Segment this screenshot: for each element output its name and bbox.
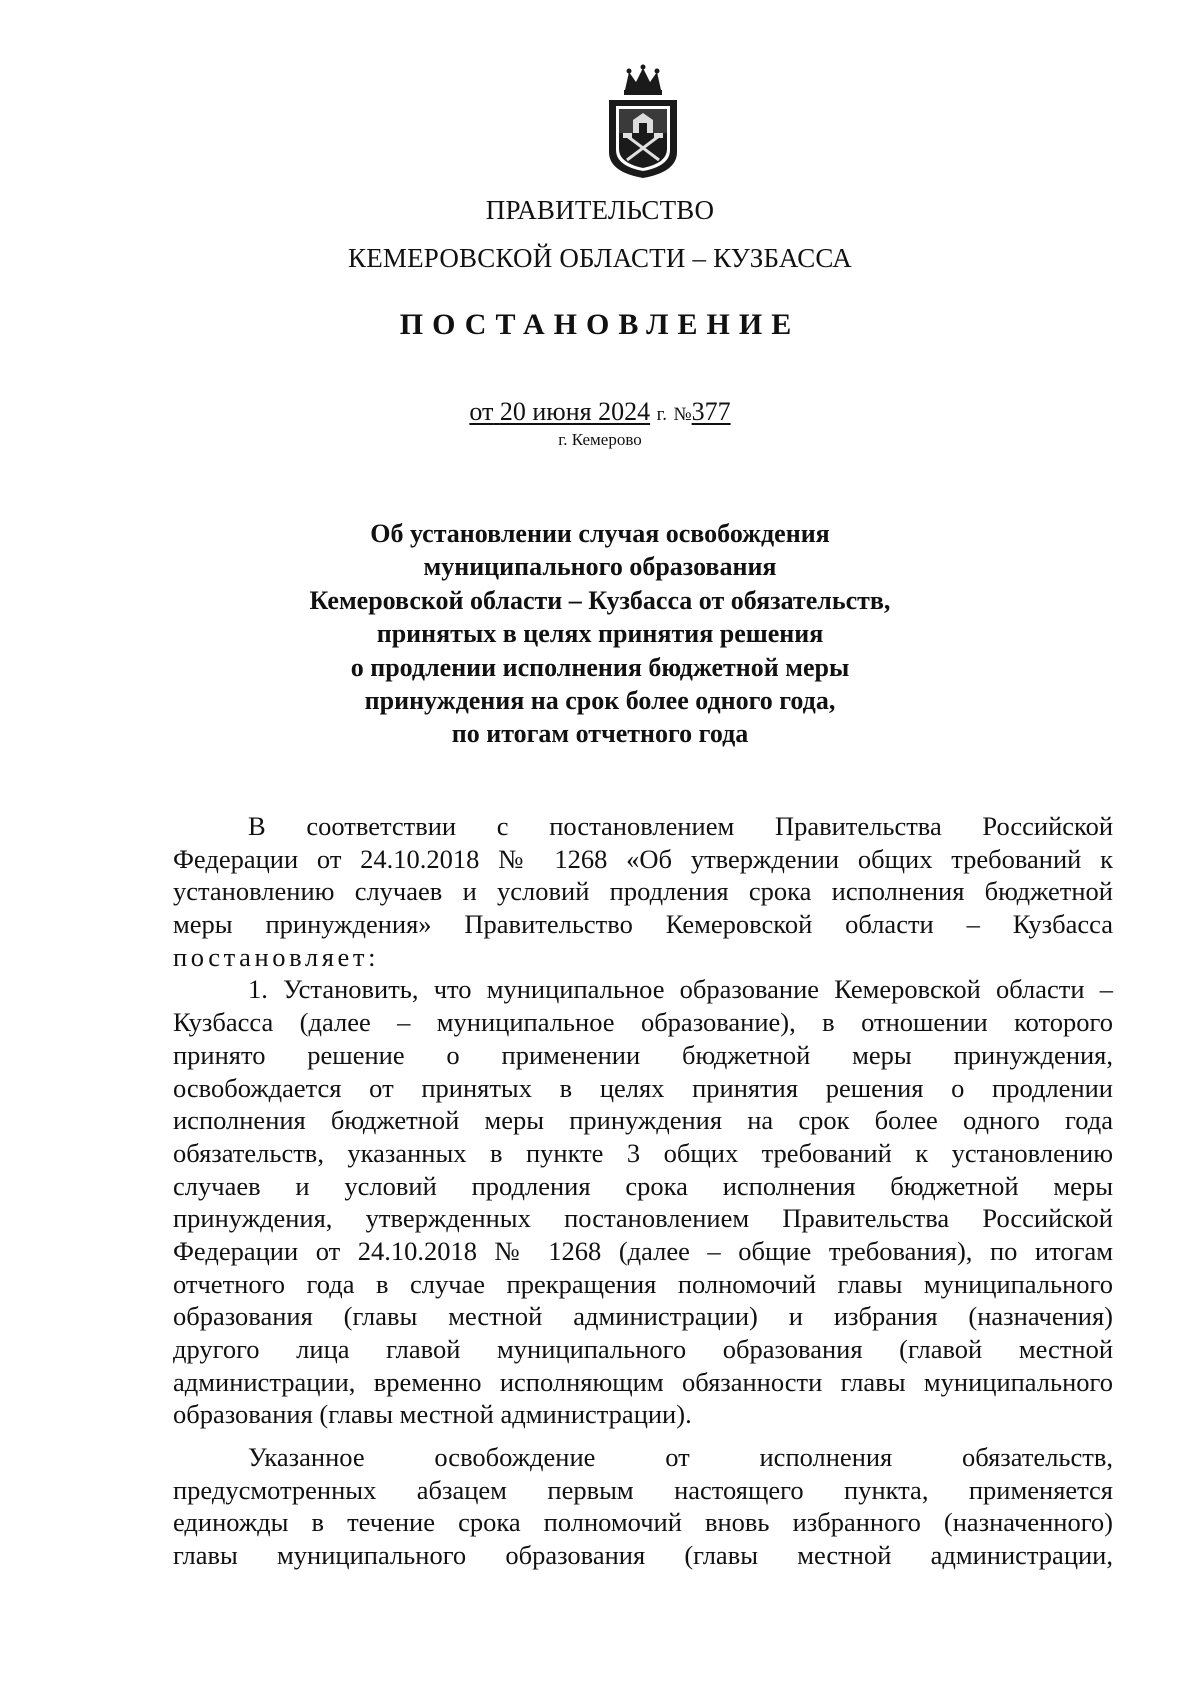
paragraph1-line: исполнения бюджетной меры принуждения на срок более одного года <box>173 1105 1113 1136</box>
document-body <box>173 810 1113 1572</box>
government-name-line2: КЕМЕРОВСКОЙ ОБЛАСТИ – КУЗБАССА <box>348 243 852 273</box>
preamble-line: Федерации от 24.10.2018 № 1268 «Об утверждении общих требований к <box>173 843 1113 874</box>
subject-line: Кемеровской области – Кузбасса от обязательств, <box>309 585 891 615</box>
paragraph1-line: Кузбасса (далее – муниципальное образование), в отношении которого <box>173 1007 1113 1038</box>
date-prefix: от <box>469 397 494 426</box>
subject-line: муниципального образования <box>423 552 777 582</box>
document-subject <box>0 517 1200 751</box>
paragraph1-line: образования (главы местной администрации) и избрания (назначения) <box>173 1301 1113 1332</box>
subject-line: о продлении исполнения бюджетной меры <box>350 652 850 682</box>
preamble-line: постановляет: <box>173 941 380 972</box>
subject-line: Об установлении случая освобождения <box>370 519 830 548</box>
paragraph1-line: другого лица главой муниципального образования (главой местной <box>173 1334 1113 1364</box>
government-name-line1: ПРАВИТЕЛЬСТВО <box>485 195 715 225</box>
document-type-title: ПОСТАНОВЛЕНИЕ <box>399 308 801 341</box>
subject-line: по итогам отчетного года <box>451 719 749 749</box>
city-line: г. Кемерово <box>558 430 642 449</box>
paragraph1-line: освобождается от принятых в целях принятия решения о продлении <box>173 1072 1113 1103</box>
preamble-line: установлению случаев и условий продления срока исполнения бюджетной <box>173 876 1113 907</box>
paragraph2-line: Указанное освобождение от исполнения обязательств, <box>248 1442 1113 1473</box>
paragraph1-line: принято решение о применении бюджетной меры принуждения, <box>173 1039 1113 1070</box>
paragraph1-line: Федерации от 24.10.2018 № 1268 (далее – общие требования), по итогам <box>173 1235 1113 1266</box>
paragraph1-line: администрации, временно исполняющим обязанности главы муниципального <box>173 1366 1113 1397</box>
subject-line: принятых в целях принятия решения <box>376 619 824 649</box>
year-suffix: г. <box>656 404 667 425</box>
kemerovo-coat-of-arms-icon <box>603 60 683 180</box>
paragraph2-line: предусмотренных абзацем первым настоящего пункта, применяется <box>173 1474 1113 1505</box>
paragraph1-line: 1. Установить, что муниципальное образование Кемеровской области – <box>248 974 1113 1005</box>
paragraph1-line: случаев и условий продления срока исполнения бюджетной меры <box>173 1170 1113 1201</box>
paragraph1-line: обязательств, указанных в пункте 3 общих требований к установлению <box>173 1137 1113 1168</box>
subject-line: принуждения на срок более одного года, <box>364 686 836 716</box>
document-number: 377 <box>691 397 731 426</box>
number-sign: № <box>673 404 692 425</box>
date-number-line <box>0 397 1200 427</box>
preamble-line: В соответствии с постановлением Правительства Российской <box>248 811 1113 841</box>
preamble-line: меры принуждения» Правительство Кемеровской области – Кузбасса <box>173 909 1113 940</box>
paragraph2-line: единожды в течение срока полномочий вновь избранного (назначенного) <box>173 1507 1113 1538</box>
paragraph1-line: образования (главы местной администрации). <box>173 1399 692 1430</box>
paragraph1-line: принуждения, утвержденных постановлением Правительства Российской <box>173 1203 1113 1234</box>
paragraph2-line: главы муниципального образования (главы местной администрации, <box>173 1540 1113 1571</box>
paragraph1-line: отчетного года в случае прекращения полномочий главы муниципального <box>173 1268 1113 1299</box>
document-date: 20 июня 2024 <box>499 397 651 426</box>
